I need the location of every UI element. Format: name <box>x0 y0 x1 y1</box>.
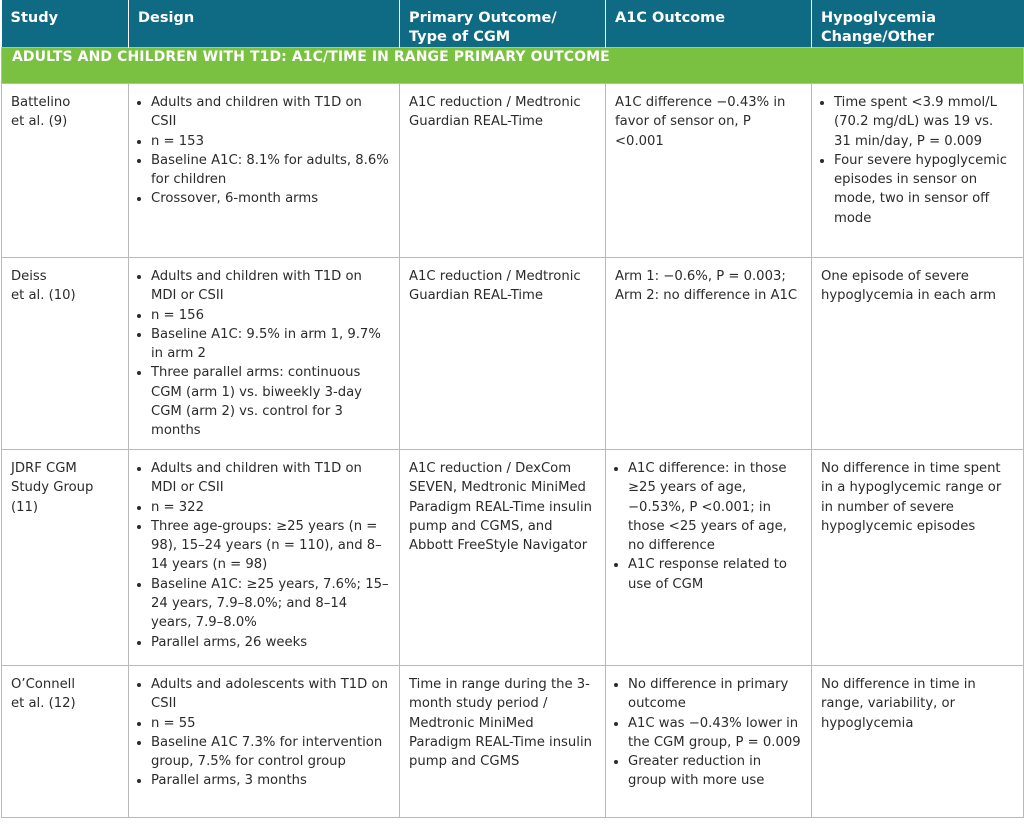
hypoglycemia-cell <box>812 84 1024 258</box>
list-item: • Adults and adolescents with T1D on CSII <box>151 675 390 714</box>
table-row <box>2 84 1024 258</box>
cgm-studies-table <box>1 0 1024 818</box>
design-list <box>138 675 390 791</box>
list-item: • Parallel arms, 26 weeks <box>151 633 390 652</box>
header-primary-outcome <box>400 0 606 48</box>
list-item: • n = 55 <box>151 714 390 733</box>
study-name: Deiss et al. (10) <box>11 269 76 304</box>
primary-outcome-cell: A1C reduction / Medtronic Guardian REAL-Time <box>400 258 606 450</box>
list-item: • A1C was −0.43% lower in the CGM group, P = 0.009 <box>628 714 802 753</box>
header-design: Design <box>129 0 400 48</box>
list-item: • Greater reduction in group with more use <box>628 752 802 791</box>
list-item: • Crossover, 6-month arms <box>151 189 390 208</box>
table-row <box>2 258 1024 450</box>
list-item: • Baseline A1C: 9.5% in arm 1, 9.7% in arm 2 <box>151 325 390 364</box>
section-title: ADULTS AND CHILDREN WITH T1D: A1C/TIME IN RANGE PRIMARY OUTCOME <box>2 48 1024 84</box>
list-item: • Adults and children with T1D on MDI or CSII <box>151 267 390 306</box>
list-item: • Three parallel arms: continuous CGM (arm 1) vs. biweekly 3-day CGM (arm 2) vs. control for 3 months <box>151 363 390 440</box>
a1c-outcome-cell <box>606 450 812 666</box>
design-cell <box>129 666 400 818</box>
list-item: • n = 156 <box>151 306 390 325</box>
a1c-list <box>615 675 802 791</box>
header-primary-line1: Primary Outcome/ <box>409 10 557 26</box>
header-study: Study <box>2 0 129 48</box>
list-item: • Adults and children with T1D on CSII <box>151 93 390 132</box>
header-hypoglycemia <box>812 0 1024 48</box>
design-list <box>138 267 390 441</box>
primary-outcome-cell: A1C reduction / Medtronic Guardian REAL-Time <box>400 84 606 258</box>
list-item: • Parallel arms, 3 months <box>151 771 390 790</box>
header-a1c-outcome: A1C Outcome <box>606 0 812 48</box>
hypo-list <box>821 93 1014 228</box>
list-item: • n = 153 <box>151 132 390 151</box>
a1c-outcome-cell: A1C difference −0.43% in favor of sensor on, P <0.001 <box>606 84 812 258</box>
list-item: • Time spent <3.9 mmol/L (70.2 mg/dL) was 19 vs. 31 min/day, P = 0.009 <box>834 93 1014 151</box>
hypoglycemia-cell: No difference in time in range, variability, or hypoglycemia <box>812 666 1024 818</box>
section-row <box>2 48 1024 84</box>
primary-outcome-cell: A1C reduction / DexCom SEVEN, Medtronic MiniMed Paradigm REAL-Time insulin pump and CGMS, and Abbott FreeStyle Navigator <box>400 450 606 666</box>
design-cell <box>129 450 400 666</box>
table-row <box>2 666 1024 818</box>
list-item: • A1C response related to use of CGM <box>628 555 802 594</box>
design-cell <box>129 84 400 258</box>
list-item: • Adults and children with T1D on MDI or CSII <box>151 459 390 498</box>
list-item: • Baseline A1C: ≥25 years, 7.6%; 15–24 years, 7.9–8.0%; and 8–14 years, 7.9–8.0% <box>151 575 390 633</box>
a1c-list <box>615 459 802 594</box>
list-item: • Baseline A1C 7.3% for intervention group, 7.5% for control group <box>151 733 390 772</box>
study-cell <box>2 258 129 450</box>
header-hypo-line2: Change/Other <box>821 29 935 45</box>
study-name: O’Connell et al. (12) <box>11 677 76 712</box>
header-hypo-line1: Hypoglycemia <box>821 10 937 26</box>
study-cell <box>2 666 129 818</box>
study-cell <box>2 450 129 666</box>
a1c-outcome-cell: Arm 1: −0.6%, P = 0.003; Arm 2: no difference in A1C <box>606 258 812 450</box>
primary-outcome-cell: Time in range during the 3-month study period / Medtronic MiniMed Paradigm REAL-Time insulin pump and CGMS <box>400 666 606 818</box>
study-name: JDRF CGM Study Group (11) <box>11 461 94 515</box>
list-item: • n = 322 <box>151 498 390 517</box>
list-item: • Three age-groups: ≥25 years (n = 98), 15–24 years (n = 110), and 8–14 years (n = 98) <box>151 517 390 575</box>
a1c-outcome-cell <box>606 666 812 818</box>
header-row <box>2 0 1024 48</box>
design-list <box>138 459 390 652</box>
design-list <box>138 93 390 209</box>
table-row <box>2 450 1024 666</box>
list-item: • Four severe hypoglycemic episodes in sensor on mode, two in sensor off mode <box>834 151 1014 228</box>
list-item: • A1C difference: in those ≥25 years of age, −0.53%, P <0.001; in those <25 years of age, no difference <box>628 459 802 555</box>
study-name: Battelino et al. (9) <box>11 95 71 130</box>
list-item: • Baseline A1C: 8.1% for adults, 8.6% for children <box>151 151 390 190</box>
header-primary-line2: Type of CGM <box>409 29 511 45</box>
list-item: • No difference in primary outcome <box>628 675 802 714</box>
hypoglycemia-cell: One episode of severe hypoglycemia in each arm <box>812 258 1024 450</box>
hypoglycemia-cell: No difference in time spent in a hypoglycemic range or in number of severe hypoglycemic episodes <box>812 450 1024 666</box>
design-cell <box>129 258 400 450</box>
study-cell <box>2 84 129 258</box>
